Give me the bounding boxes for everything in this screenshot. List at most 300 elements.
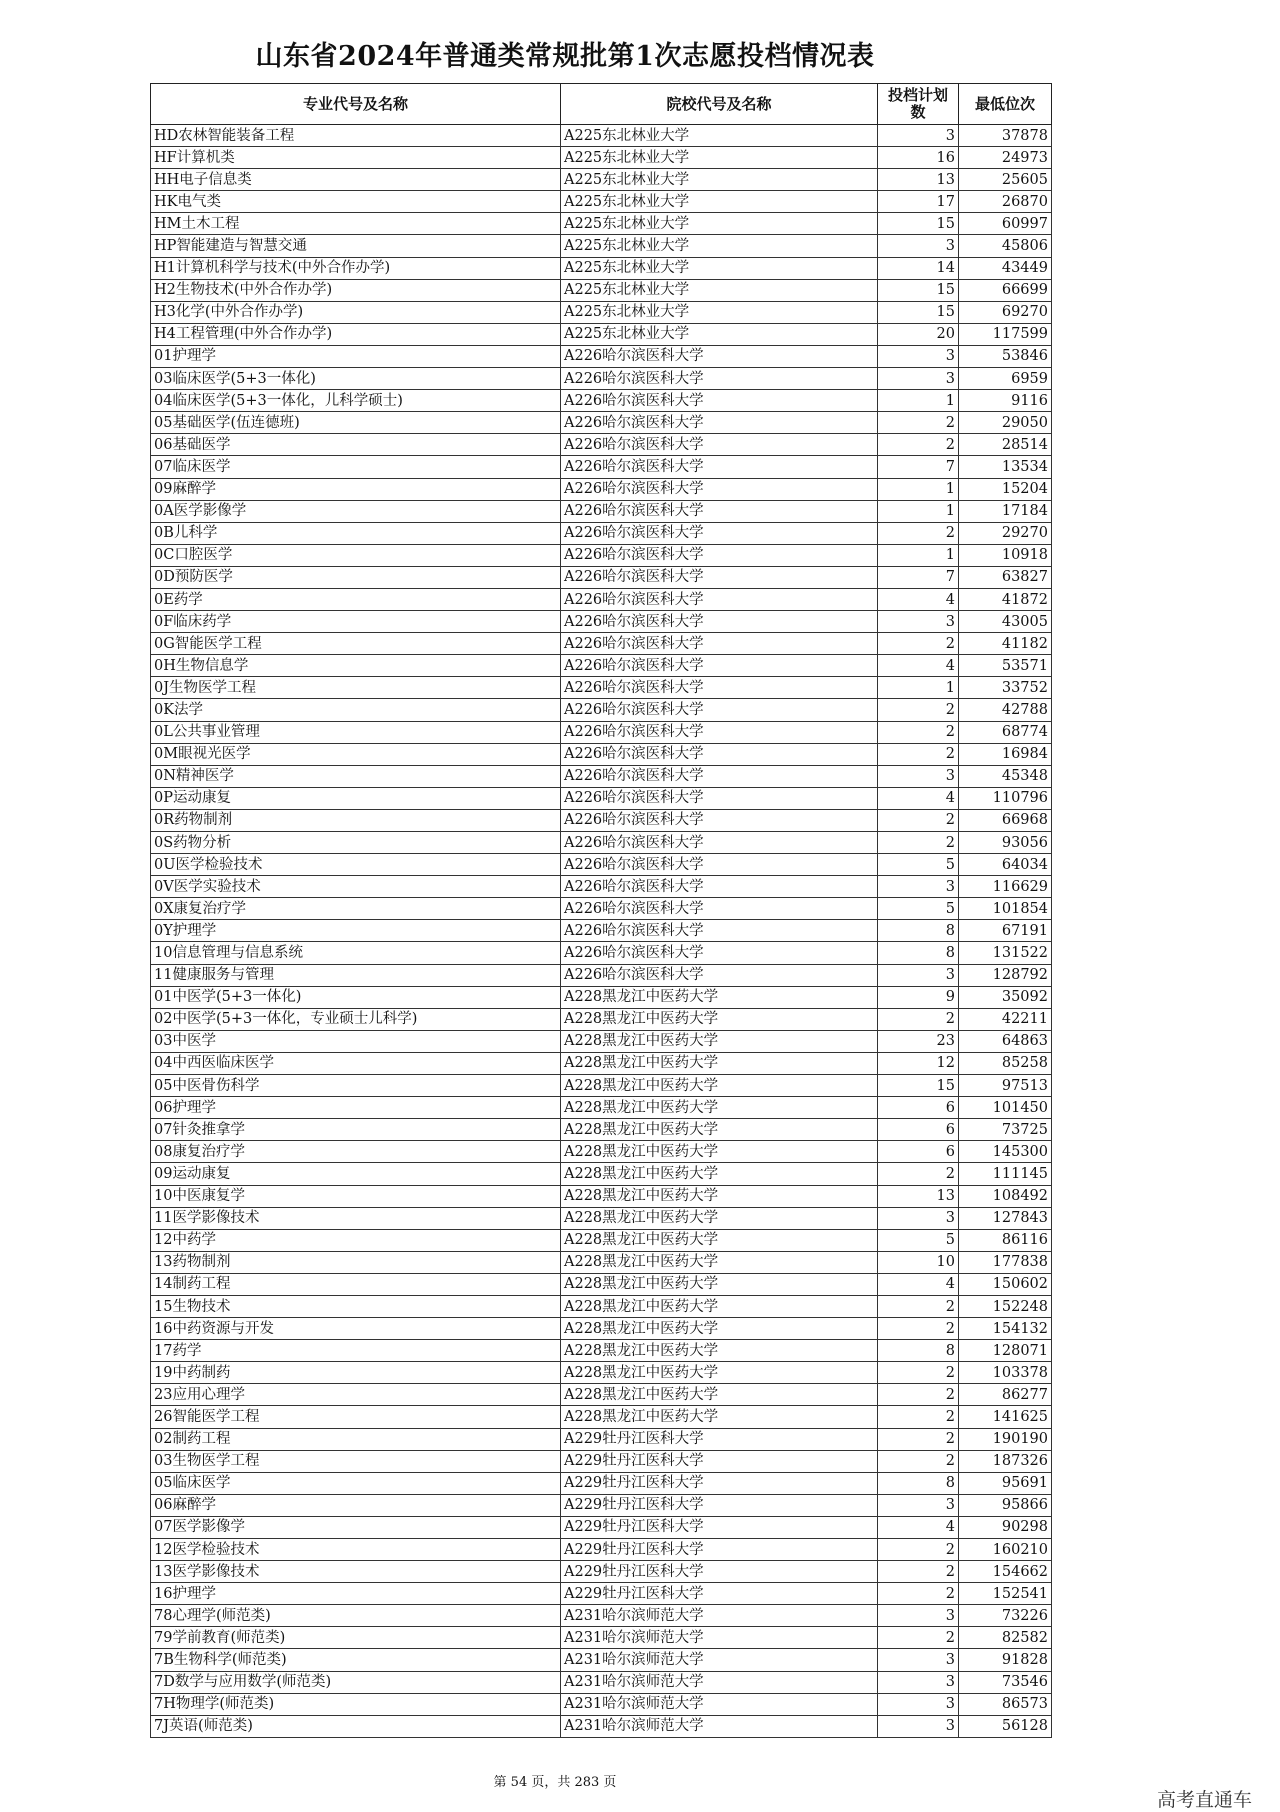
cell-plan-count: 20 [878,323,959,345]
cell-major: 14制药工程 [151,1273,561,1295]
cell-major: HM土木工程 [151,213,561,235]
cell-min-rank: 13534 [959,456,1052,478]
table-row [151,323,1052,345]
cell-min-rank: 93056 [959,832,1052,854]
cell-college: A226哈尔滨医科大学 [561,633,878,655]
cell-college: A226哈尔滨医科大学 [561,434,878,456]
table-row [151,522,1052,544]
cell-major: HF计算机类 [151,147,561,169]
table-row [151,456,1052,478]
table-row [151,1583,1052,1605]
cell-college: A231哈尔滨师范大学 [561,1627,878,1649]
table-row [151,1207,1052,1229]
cell-plan-count: 2 [878,1163,959,1185]
cell-plan-count: 6 [878,1097,959,1119]
cell-min-rank: 66968 [959,809,1052,831]
cell-major: HK电气类 [151,191,561,213]
cell-min-rank: 154662 [959,1561,1052,1583]
cell-major: 0N精神医学 [151,765,561,787]
cell-plan-count: 2 [878,743,959,765]
cell-plan-count: 2 [878,721,959,743]
cell-major: 79学前教育(师范类) [151,1627,561,1649]
cell-plan-count: 5 [878,898,959,920]
cell-major: 0K法学 [151,699,561,721]
cell-major: 10中医康复学 [151,1185,561,1207]
cell-min-rank: 73725 [959,1119,1052,1141]
cell-plan-count: 15 [878,279,959,301]
cell-min-rank: 29050 [959,412,1052,434]
table-row [151,1494,1052,1516]
cell-plan-count: 3 [878,611,959,633]
cell-min-rank: 29270 [959,522,1052,544]
cell-major: 06护理学 [151,1097,561,1119]
table-row [151,500,1052,522]
cell-plan-count: 3 [878,368,959,390]
cell-min-rank: 97513 [959,1075,1052,1097]
cell-min-rank: 86277 [959,1384,1052,1406]
cell-college: A225东北林业大学 [561,301,878,323]
table-row [151,478,1052,500]
cell-major: HD农林智能装备工程 [151,125,561,147]
table-body [151,125,1052,1738]
table-row [151,1075,1052,1097]
cell-min-rank: 42788 [959,699,1052,721]
cell-plan-count: 2 [878,412,959,434]
table-row [151,611,1052,633]
cell-min-rank: 145300 [959,1141,1052,1163]
cell-college: A228黑龙江中医药大学 [561,1295,878,1317]
cell-college: A228黑龙江中医药大学 [561,1273,878,1295]
header-min-rank: 最低位次 [959,84,1052,125]
cell-plan-count: 3 [878,1649,959,1671]
cell-plan-count: 16 [878,147,959,169]
cell-college: A226哈尔滨医科大学 [561,522,878,544]
cell-college: A226哈尔滨医科大学 [561,390,878,412]
table-row [151,655,1052,677]
cell-plan-count: 3 [878,1605,959,1627]
cell-plan-count: 2 [878,1450,959,1472]
cell-major: 7H物理学(师范类) [151,1693,561,1715]
cell-major: 09运动康复 [151,1163,561,1185]
cell-college: A225东北林业大学 [561,191,878,213]
cell-college: A226哈尔滨医科大学 [561,500,878,522]
cell-min-rank: 26870 [959,191,1052,213]
cell-college: A225东北林业大学 [561,257,878,279]
cell-plan-count: 17 [878,191,959,213]
cell-college: A228黑龙江中医药大学 [561,1163,878,1185]
cell-college: A226哈尔滨医科大学 [561,544,878,566]
table-row [151,1340,1052,1362]
table-row [151,301,1052,323]
cell-min-rank: 42211 [959,1008,1052,1030]
cell-major: 03中医学 [151,1030,561,1052]
cell-major: 0X康复治疗学 [151,898,561,920]
cell-plan-count: 4 [878,787,959,809]
table-row [151,191,1052,213]
cell-major: 78心理学(师范类) [151,1605,561,1627]
table-row [151,235,1052,257]
cell-min-rank: 35092 [959,986,1052,1008]
cell-major: 13药物制剂 [151,1251,561,1273]
cell-college: A228黑龙江中医药大学 [561,1406,878,1428]
table-row [151,787,1052,809]
cell-college: A229牡丹江医科大学 [561,1472,878,1494]
cell-min-rank: 60997 [959,213,1052,235]
cell-plan-count: 1 [878,677,959,699]
cell-plan-count: 2 [878,1583,959,1605]
cell-min-rank: 43005 [959,611,1052,633]
cell-college: A226哈尔滨医科大学 [561,721,878,743]
watermark-logo-text: 高考直通车 [1156,1789,1252,1811]
cell-major: 09麻醉学 [151,478,561,500]
cell-plan-count: 3 [878,235,959,257]
admission-table [150,83,1052,1738]
cell-min-rank: 25605 [959,169,1052,191]
cell-major: 02中医学(5+3一体化，专业硕士儿科学) [151,1008,561,1030]
cell-plan-count: 2 [878,1539,959,1561]
cell-major: 05中医骨伤科学 [151,1075,561,1097]
cell-min-rank: 64034 [959,854,1052,876]
cell-min-rank: 53846 [959,345,1052,367]
table-row [151,633,1052,655]
table-row [151,566,1052,588]
cell-min-rank: 37878 [959,125,1052,147]
cell-plan-count: 3 [878,876,959,898]
cell-major: 07医学影像学 [151,1516,561,1538]
cell-major: 19中药制药 [151,1362,561,1384]
header-major: 专业代号及名称 [151,84,561,125]
cell-college: A226哈尔滨医科大学 [561,876,878,898]
cell-min-rank: 33752 [959,677,1052,699]
cell-major: 0P运动康复 [151,787,561,809]
cell-plan-count: 4 [878,588,959,610]
cell-major: 0H生物信息学 [151,655,561,677]
cell-plan-count: 3 [878,1671,959,1693]
cell-college: A226哈尔滨医科大学 [561,588,878,610]
cell-min-rank: 86573 [959,1693,1052,1715]
table-row [151,345,1052,367]
cell-major: 11医学影像技术 [151,1207,561,1229]
cell-min-rank: 66699 [959,279,1052,301]
cell-min-rank: 108492 [959,1185,1052,1207]
table-row [151,125,1052,147]
cell-major: 0G智能医学工程 [151,633,561,655]
cell-college: A225东北林业大学 [561,323,878,345]
cell-min-rank: 24973 [959,147,1052,169]
table-row [151,942,1052,964]
cell-college: A228黑龙江中医药大学 [561,1097,878,1119]
cell-major: 16护理学 [151,1583,561,1605]
cell-min-rank: 56128 [959,1715,1052,1737]
cell-major: 07针灸推拿学 [151,1119,561,1141]
cell-min-rank: 91828 [959,1649,1052,1671]
cell-college: A231哈尔滨师范大学 [561,1671,878,1693]
cell-plan-count: 2 [878,522,959,544]
cell-major: 07临床医学 [151,456,561,478]
cell-major: 0S药物分析 [151,832,561,854]
table-row [151,1295,1052,1317]
table-row [151,964,1052,986]
cell-major: H1计算机科学与技术(中外合作办学) [151,257,561,279]
cell-major: 08康复治疗学 [151,1141,561,1163]
cell-plan-count: 3 [878,1207,959,1229]
cell-major: 01中医学(5+3一体化) [151,986,561,1008]
cell-min-rank: 131522 [959,942,1052,964]
table-row [151,1428,1052,1450]
cell-college: A226哈尔滨医科大学 [561,478,878,500]
cell-min-rank: 73546 [959,1671,1052,1693]
cell-major: 0R药物制剂 [151,809,561,831]
cell-major: H3化学(中外合作办学) [151,301,561,323]
cell-college: A228黑龙江中医药大学 [561,1251,878,1273]
cell-major: 05基础医学(伍连德班) [151,412,561,434]
cell-plan-count: 2 [878,633,959,655]
table-row [151,1119,1052,1141]
table-row [151,677,1052,699]
cell-min-rank: 160210 [959,1539,1052,1561]
cell-college: A225东北林业大学 [561,213,878,235]
cell-min-rank: 128071 [959,1340,1052,1362]
cell-major: 0E药学 [151,588,561,610]
table-row [151,1318,1052,1340]
cell-plan-count: 6 [878,1119,959,1141]
table-row [151,368,1052,390]
cell-plan-count: 9 [878,986,959,1008]
cell-min-rank: 68774 [959,721,1052,743]
cell-major: 11健康服务与管理 [151,964,561,986]
cell-plan-count: 2 [878,1627,959,1649]
cell-plan-count: 15 [878,1075,959,1097]
table-row [151,743,1052,765]
table-row [151,1251,1052,1273]
cell-min-rank: 63827 [959,566,1052,588]
cell-plan-count: 2 [878,1318,959,1340]
cell-major: 0L公共事业管理 [151,721,561,743]
table-row [151,1229,1052,1251]
table-row [151,544,1052,566]
cell-college: A231哈尔滨师范大学 [561,1605,878,1627]
cell-plan-count: 8 [878,920,959,942]
cell-college: A231哈尔滨师范大学 [561,1649,878,1671]
cell-major: H4工程管理(中外合作办学) [151,323,561,345]
cell-college: A226哈尔滨医科大学 [561,787,878,809]
cell-major: 17药学 [151,1340,561,1362]
cell-major: 12中药学 [151,1229,561,1251]
cell-min-rank: 53571 [959,655,1052,677]
table-row [151,434,1052,456]
table-row [151,854,1052,876]
cell-college: A226哈尔滨医科大学 [561,699,878,721]
cell-college: A229牡丹江医科大学 [561,1539,878,1561]
cell-min-rank: 116629 [959,876,1052,898]
cell-plan-count: 2 [878,809,959,831]
cell-plan-count: 4 [878,1273,959,1295]
table-row [151,1097,1052,1119]
cell-major: 7B生物科学(师范类) [151,1649,561,1671]
cell-major: 0V医学实验技术 [151,876,561,898]
cell-plan-count: 5 [878,854,959,876]
cell-college: A226哈尔滨医科大学 [561,368,878,390]
cell-plan-count: 12 [878,1052,959,1074]
cell-min-rank: 69270 [959,301,1052,323]
cell-min-rank: 17184 [959,500,1052,522]
cell-major: 7D数学与应用数学(师范类) [151,1671,561,1693]
table-row [151,765,1052,787]
cell-college: A228黑龙江中医药大学 [561,1075,878,1097]
cell-plan-count: 4 [878,655,959,677]
cell-college: A226哈尔滨医科大学 [561,456,878,478]
cell-min-rank: 141625 [959,1406,1052,1428]
cell-min-rank: 101450 [959,1097,1052,1119]
cell-college: A226哈尔滨医科大学 [561,942,878,964]
cell-college: A226哈尔滨医科大学 [561,832,878,854]
cell-college: A228黑龙江中医药大学 [561,1229,878,1251]
cell-plan-count: 13 [878,1185,959,1207]
cell-major: 16中药资源与开发 [151,1318,561,1340]
cell-major: 0C口腔医学 [151,544,561,566]
cell-min-rank: 85258 [959,1052,1052,1074]
cell-major: 12医学检验技术 [151,1539,561,1561]
cell-college: A226哈尔滨医科大学 [561,809,878,831]
table-row [151,1472,1052,1494]
cell-min-rank: 15204 [959,478,1052,500]
cell-plan-count: 8 [878,1472,959,1494]
cell-min-rank: 150602 [959,1273,1052,1295]
cell-college: A226哈尔滨医科大学 [561,655,878,677]
cell-plan-count: 2 [878,832,959,854]
cell-major: H2生物技术(中外合作办学) [151,279,561,301]
page-footer: 第 54 页，共 283 页 [493,1775,617,1790]
table-row [151,876,1052,898]
cell-min-rank: 67191 [959,920,1052,942]
cell-min-rank: 101854 [959,898,1052,920]
cell-college: A228黑龙江中医药大学 [561,986,878,1008]
cell-plan-count: 5 [878,1229,959,1251]
cell-min-rank: 110796 [959,787,1052,809]
cell-college: A226哈尔滨医科大学 [561,677,878,699]
table-row [151,1649,1052,1671]
table-row [151,898,1052,920]
cell-min-rank: 103378 [959,1362,1052,1384]
cell-college: A226哈尔滨医科大学 [561,964,878,986]
cell-min-rank: 127843 [959,1207,1052,1229]
cell-plan-count: 2 [878,1384,959,1406]
cell-college: A228黑龙江中医药大学 [561,1119,878,1141]
cell-plan-count: 3 [878,1715,959,1737]
cell-major: 0A医学影像学 [151,500,561,522]
cell-college: A226哈尔滨医科大学 [561,854,878,876]
table-row [151,1561,1052,1583]
table-row [151,1052,1052,1074]
table-row [151,588,1052,610]
table-row [151,279,1052,301]
cell-college: A229牡丹江医科大学 [561,1494,878,1516]
header-college: 院校代号及名称 [561,84,878,125]
table-row [151,809,1052,831]
cell-college: A225东北林业大学 [561,169,878,191]
cell-plan-count: 14 [878,257,959,279]
cell-min-rank: 82582 [959,1627,1052,1649]
table-row [151,169,1052,191]
cell-college: A228黑龙江中医药大学 [561,1340,878,1362]
cell-min-rank: 90298 [959,1516,1052,1538]
table-row [151,699,1052,721]
table-row [151,147,1052,169]
table-header-row [151,84,1052,125]
cell-plan-count: 2 [878,434,959,456]
cell-major: 04临床医学(5+3一体化，儿科学硕士) [151,390,561,412]
cell-college: A228黑龙江中医药大学 [561,1030,878,1052]
cell-college: A226哈尔滨医科大学 [561,345,878,367]
cell-college: A229牡丹江医科大学 [561,1561,878,1583]
table-row [151,1693,1052,1715]
table-row [151,721,1052,743]
cell-min-rank: 45806 [959,235,1052,257]
cell-plan-count: 2 [878,1561,959,1583]
cell-major: HP智能建造与智慧交通 [151,235,561,257]
cell-college: A228黑龙江中医药大学 [561,1008,878,1030]
cell-min-rank: 73226 [959,1605,1052,1627]
cell-college: A228黑龙江中医药大学 [561,1185,878,1207]
cell-major: 06基础医学 [151,434,561,456]
cell-major: 03生物医学工程 [151,1450,561,1472]
cell-college: A228黑龙江中医药大学 [561,1384,878,1406]
cell-major: 0Y护理学 [151,920,561,942]
cell-college: A229牡丹江医科大学 [561,1428,878,1450]
cell-plan-count: 3 [878,964,959,986]
cell-plan-count: 23 [878,1030,959,1052]
cell-min-rank: 154132 [959,1318,1052,1340]
cell-min-rank: 41182 [959,633,1052,655]
cell-major: 05临床医学 [151,1472,561,1494]
cell-min-rank: 45348 [959,765,1052,787]
cell-min-rank: 152541 [959,1583,1052,1605]
table-row [151,1384,1052,1406]
table-row [151,1450,1052,1472]
table-row [151,213,1052,235]
cell-min-rank: 128792 [959,964,1052,986]
cell-min-rank: 10918 [959,544,1052,566]
cell-plan-count: 10 [878,1251,959,1273]
cell-plan-count: 15 [878,301,959,323]
cell-plan-count: 3 [878,345,959,367]
cell-major: 10信息管理与信息系统 [151,942,561,964]
table-row [151,920,1052,942]
cell-college: A226哈尔滨医科大学 [561,898,878,920]
table-row [151,1030,1052,1052]
cell-major: 0B儿科学 [151,522,561,544]
cell-min-rank: 152248 [959,1295,1052,1317]
table-row [151,986,1052,1008]
table-row [151,1185,1052,1207]
cell-plan-count: 3 [878,1693,959,1715]
cell-plan-count: 2 [878,1428,959,1450]
cell-college: A228黑龙江中医药大学 [561,1141,878,1163]
cell-plan-count: 7 [878,456,959,478]
table-row [151,412,1052,434]
cell-plan-count: 6 [878,1141,959,1163]
cell-college: A226哈尔滨医科大学 [561,920,878,942]
cell-major: 7J英语(师范类) [151,1715,561,1737]
table-row [151,1406,1052,1428]
cell-plan-count: 3 [878,765,959,787]
cell-college: A228黑龙江中医药大学 [561,1207,878,1229]
cell-plan-count: 1 [878,478,959,500]
table-row [151,1163,1052,1185]
cell-college: A226哈尔滨医科大学 [561,412,878,434]
cell-plan-count: 8 [878,1340,959,1362]
cell-plan-count: 15 [878,213,959,235]
